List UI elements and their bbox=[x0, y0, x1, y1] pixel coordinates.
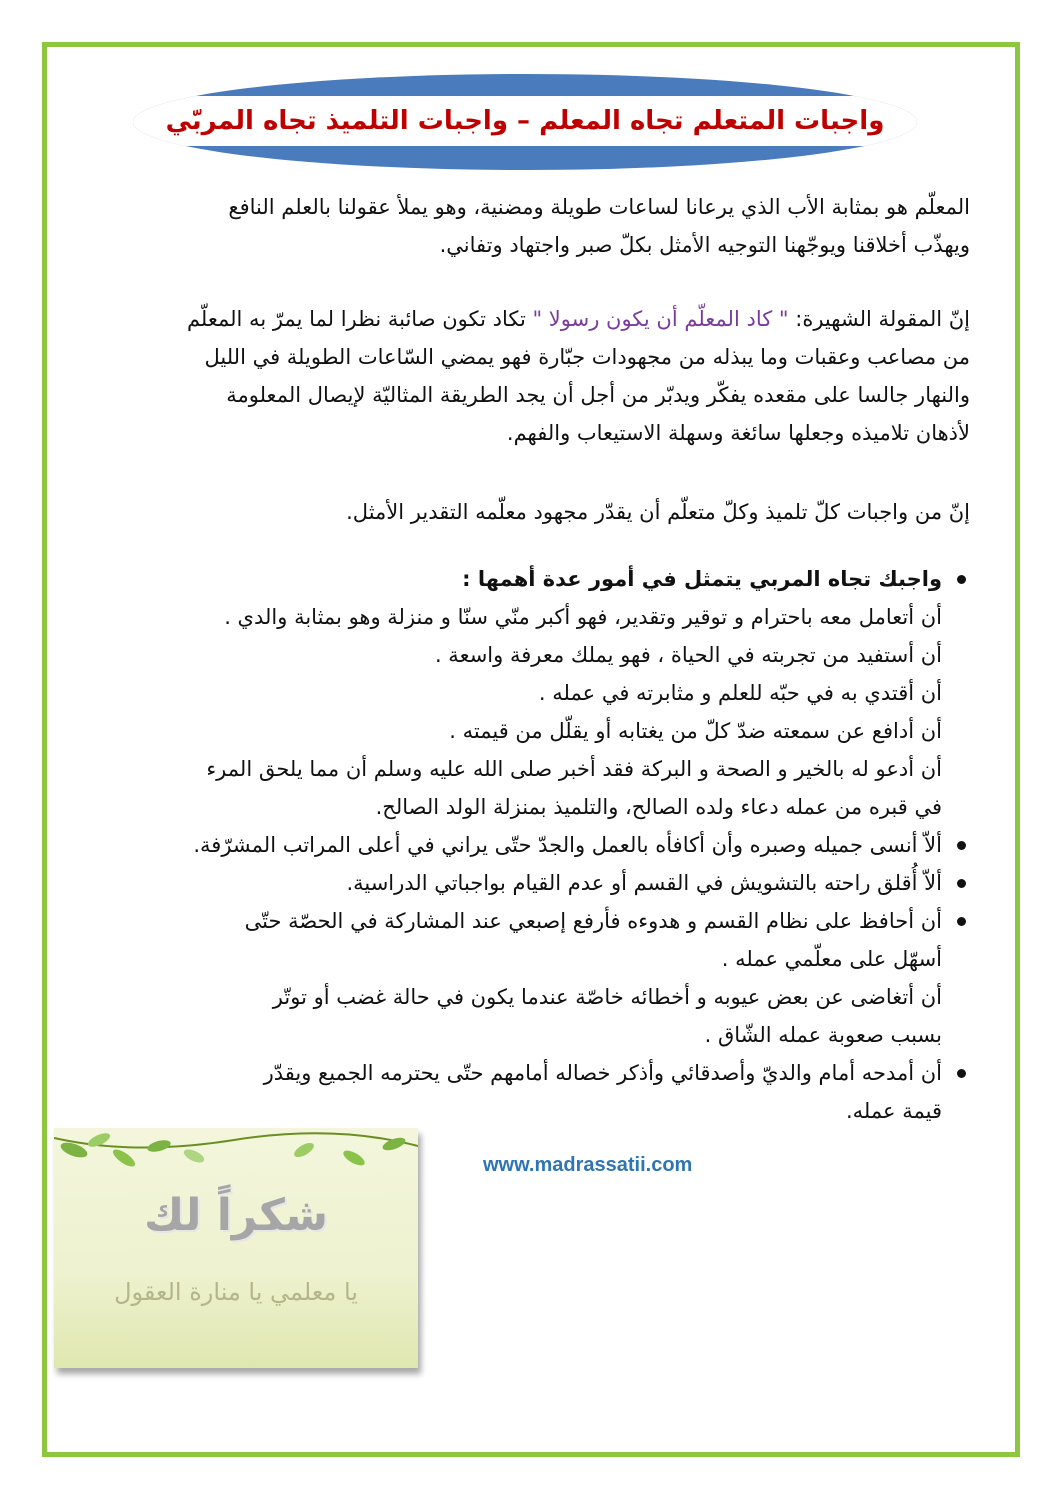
thank-you-image bbox=[54, 1128, 418, 1368]
list-item bbox=[75, 902, 970, 1054]
list-item bbox=[75, 864, 970, 902]
list-line: أن أدعو له بالخير و الصحة و البركة فقد أخبر صلى الله عليه وسلم أن مما يلحق المرء bbox=[206, 757, 942, 781]
website-link[interactable] bbox=[483, 1154, 692, 1177]
famous-quote: " كاد المعلّم أن يكون رسولا " bbox=[532, 307, 789, 331]
thanks-subtitle: يا معلمي يا منارة العقول bbox=[114, 1278, 358, 1306]
list-item bbox=[75, 826, 970, 864]
list-line: ألاّ أنسى جميله وصبره وأن أكافأه بالعمل والجدّ حتّى يراني في أعلى المراتب المشرّفة. bbox=[193, 833, 942, 857]
website-text: www.madrassatii.com bbox=[483, 1154, 693, 1176]
saying-line: من مصاعب وعقبات وما يبذله من مجهودات جبّارة فهو يمضي السّاعات الطويلة في الليل bbox=[204, 345, 970, 369]
list-line: أن أمدحه أمام والديّ وأصدقائي وأذكر خصاله أمامهم حتّى يحترمه الجميع ويقدّر bbox=[263, 1061, 942, 1085]
saying-line bbox=[75, 300, 970, 338]
list-line: أسهّل على معلّمي عمله . bbox=[721, 947, 942, 971]
thanks-heading: شكراً لك bbox=[143, 1190, 329, 1241]
leaves-icon bbox=[54, 1128, 418, 1198]
list-line: أن أدافع عن سمعته ضدّ كلّ من يغتابه أو يقلّل من قيمته . bbox=[449, 719, 942, 743]
saying-line: لأذهان تلاميذه وجعلها سائغة وسهلة الاستيعاب والفهم. bbox=[506, 421, 970, 445]
saying-line: والنهار جالسا على مقعده يفكّر ويدبّر من أجل أن يجد الطريقة المثاليّة لإيصال المعلومة bbox=[226, 383, 970, 407]
title-banner bbox=[133, 74, 917, 170]
saying-suffix: تكاد تكون صائبة نظرا لما يمرّ به المعلّم bbox=[186, 307, 533, 331]
list-line: بسبب صعوبة عمله الشّاق . bbox=[704, 1023, 942, 1047]
list-line: أن أستفيد من تجربته في الحياة ، فهو يملك معرفة واسعة . bbox=[434, 643, 942, 667]
intro-line: المعلّم هو بمثابة الأب الذي يرعانا لساعات طويلة ومضنية، وهو يملأ عقولنا بالعلم النافع bbox=[228, 195, 970, 219]
list-item bbox=[75, 560, 970, 750]
list-item bbox=[75, 1054, 970, 1130]
list-line: أن أتغاضى عن بعض عيوبه و أخطائه خاصّة عندما يكون في حالة غضب أو توتّر bbox=[272, 985, 942, 1009]
list-heading: واجبك تجاه المربي يتمثل في أمور عدة أهمها : bbox=[462, 567, 942, 591]
duties-list bbox=[75, 560, 970, 1130]
intro-line: ويهذّب أخلاقنا ويوجّهنا التوجيه الأمثل بكلّ صبر واجتهاد وتفاني. bbox=[439, 233, 970, 257]
saying-prefix: إنّ المقولة الشهيرة: bbox=[788, 307, 970, 331]
duty-paragraph bbox=[75, 493, 970, 531]
intro-paragraph bbox=[75, 188, 970, 264]
list-line: أن أحافظ على نظام القسم و هدوءه فأرفع إصبعي عند المشاركة في الحصّة حتّى bbox=[244, 909, 942, 933]
list-line: أن أتعامل معه باحترام و توقير وتقدير، فهو أكبر منّي سنّا و منزلة وهو بمثابة والدي . bbox=[224, 605, 942, 629]
list-line: في قبره من عمله دعاء ولده الصالح، والتلميذ بمنزلة الولد الصالح. bbox=[375, 795, 942, 819]
list-line: أن أقتدي به في حبّه للعلم و مثابرته في عمله . bbox=[538, 681, 942, 705]
saying-paragraph bbox=[75, 300, 970, 452]
list-line: قيمة عمله. bbox=[845, 1099, 942, 1123]
duty-line: إنّ من واجبات كلّ تلميذ وكلّ متعلّم أن يقدّر مجهود معلّمه التقدير الأمثل. bbox=[346, 500, 970, 524]
list-line: ألاّ أُقلق راحته بالتشويش في القسم أو عدم القيام بواجباتي الدراسية. bbox=[346, 871, 942, 895]
page-title: واجبات المتعلم تجاه المعلم – واجبات التلميذ تجاه المربّي bbox=[165, 106, 885, 136]
